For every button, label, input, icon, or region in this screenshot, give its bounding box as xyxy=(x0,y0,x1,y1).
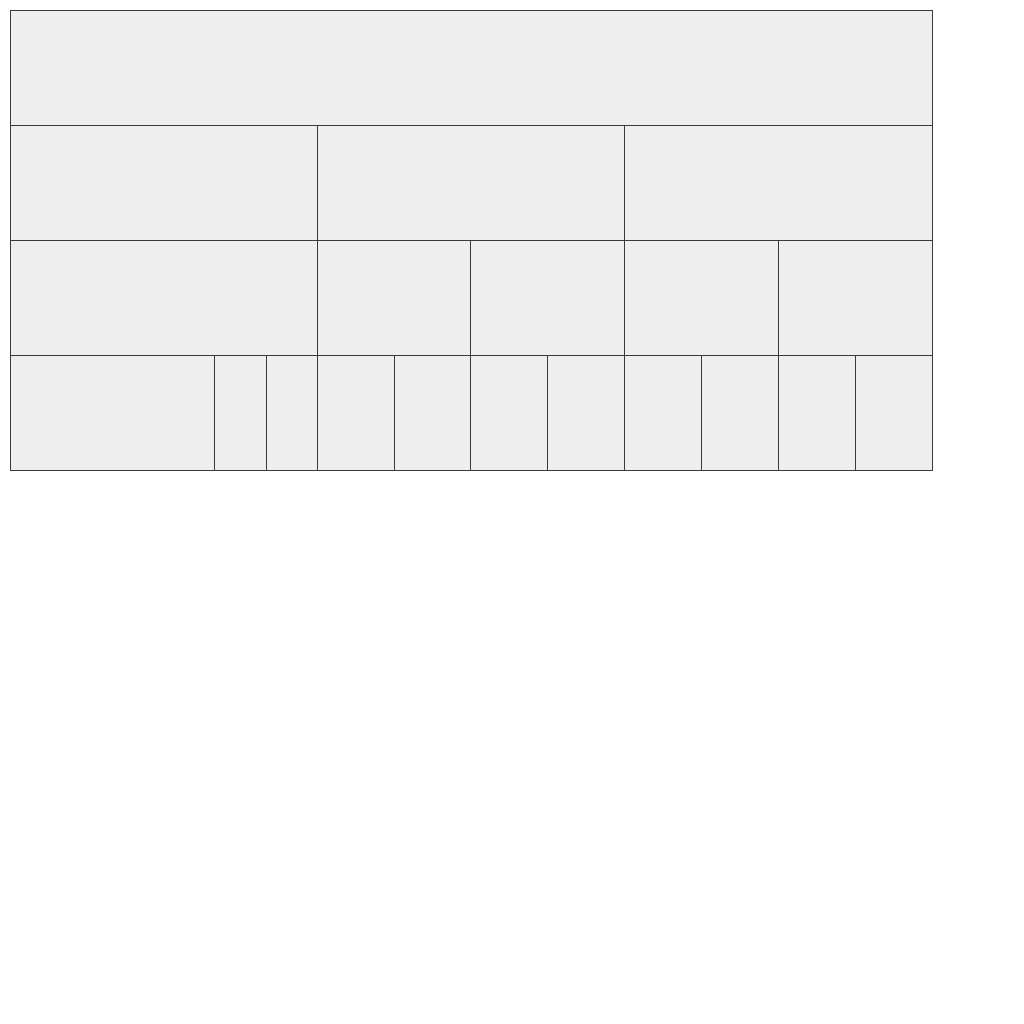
std-dev-header xyxy=(625,126,933,241)
column-header-std-low-oblique2 xyxy=(702,356,779,471)
site-info-header xyxy=(11,241,318,356)
column-header-std-high-oblique1 xyxy=(779,356,856,471)
column-header-avg-high-oblique2 xyxy=(548,356,625,471)
column-header-city xyxy=(11,356,215,471)
avg-high-mode-header xyxy=(471,241,625,356)
column-header-avg-high-oblique1 xyxy=(471,356,548,471)
statistics-table xyxy=(10,10,933,471)
column-header-std-high-oblique2 xyxy=(856,356,933,471)
column-header-std-low-oblique1 xyxy=(625,356,702,471)
column-header-avg-low-oblique1 xyxy=(318,356,395,471)
time-period xyxy=(11,126,318,241)
column-header-id xyxy=(215,356,267,471)
table-title xyxy=(11,11,933,126)
std-low-mode-header xyxy=(625,241,779,356)
colorbar xyxy=(940,30,1020,460)
column-header-avg-low-oblique2 xyxy=(395,356,471,471)
avg-low-mode-header xyxy=(318,241,471,356)
std-high-mode-header xyxy=(779,241,933,356)
colorbar-gradient xyxy=(952,33,964,447)
column-header-freq xyxy=(267,356,318,471)
average-header xyxy=(318,126,625,241)
